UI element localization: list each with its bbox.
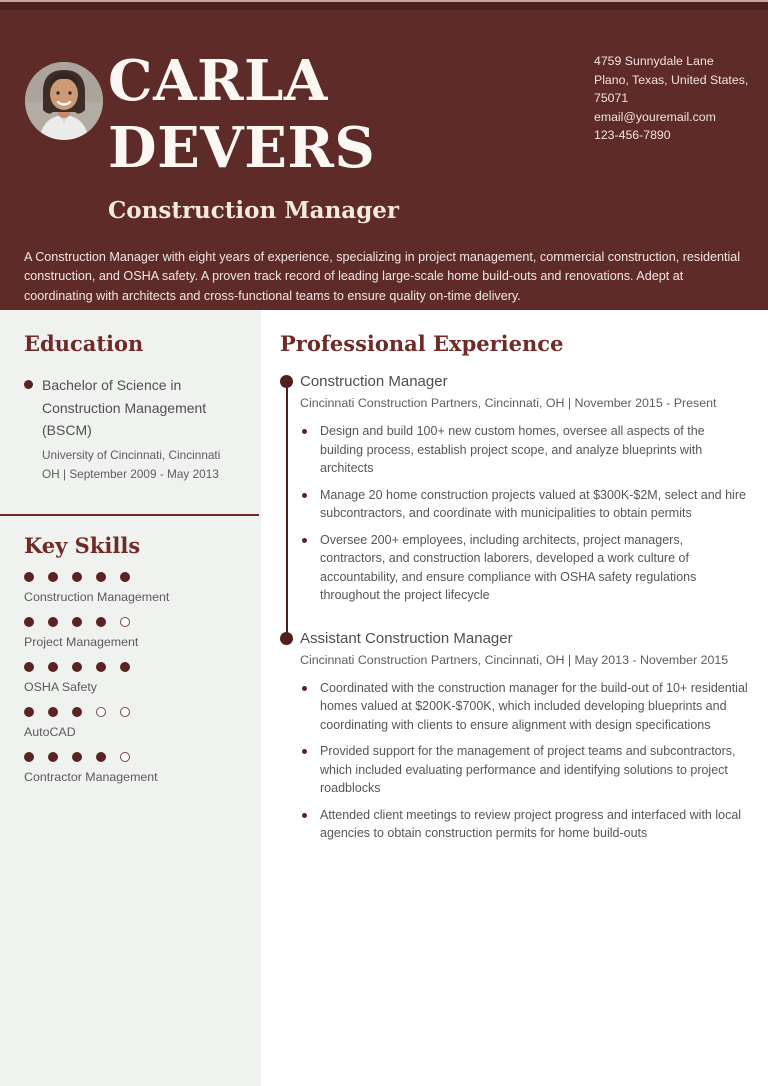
rating-dot-filled-icon: [48, 617, 58, 627]
avatar: [25, 62, 103, 140]
rating-dot-filled-icon: [96, 752, 106, 762]
rating-dot-filled-icon: [48, 752, 58, 762]
job-bullet: Design and build 100+ new custom homes, oversee all aspects of the building process, establish project scope, and analyze blueprints with architects: [300, 422, 750, 478]
job-bullet: Oversee 200+ employees, including architects, project managers, contractors, and construction laborers, developed a work culture of accountability, and ensure compliance with OSHA safety regulations throughout the project lifecycle: [300, 531, 750, 605]
job-title: Assistant Construction Manager: [300, 629, 513, 647]
avatar-portrait-illustration: [25, 62, 103, 140]
rating-dot-filled-icon: [24, 752, 34, 762]
timeline-node-icon: [280, 375, 293, 388]
contact-email: email@youremail.com: [594, 109, 716, 124]
candidate-first-name: CARLA: [108, 48, 328, 114]
candidate-last-name: DEVERS: [108, 115, 376, 181]
timeline-node-icon: [280, 632, 293, 645]
rating-dot-filled-icon: [72, 572, 82, 582]
skill-rating: [24, 707, 241, 717]
rating-dot-filled-icon: [120, 572, 130, 582]
contact-address-line1: 4759 Sunnydale Lane: [594, 54, 714, 68]
rating-dot-filled-icon: [96, 572, 106, 582]
left-sidebar: [0, 310, 261, 1086]
job-meta: Cincinnati Construction Partners, Cincinnati, OH | May 2013 - November 2015: [300, 652, 729, 667]
skill-item: [24, 707, 241, 740]
rating-dot-empty-icon: [120, 707, 130, 717]
skill-rating: [24, 662, 241, 672]
rating-dot-empty-icon: [120, 752, 130, 762]
job-title: Construction Manager: [300, 373, 448, 390]
candidate-job-title: Construction Manager: [108, 197, 400, 224]
skills-list: [24, 572, 241, 785]
job-meta: Cincinnati Construction Partners, Cincinnati, OH | November 2015 - Present: [300, 396, 717, 410]
job-bullet: Attended client meetings to review project progress and interfaced with local agencies to obtain construction permits for home build-outs: [300, 806, 750, 843]
job-entry: [280, 629, 750, 843]
skill-label: AutoCAD: [24, 724, 76, 739]
skill-rating: [24, 572, 241, 582]
skill-rating: [24, 617, 241, 627]
rating-dot-filled-icon: [120, 662, 130, 672]
rating-dot-empty-icon: [96, 707, 106, 717]
bullet-dot-icon: [24, 380, 33, 389]
rating-dot-filled-icon: [72, 707, 82, 717]
education-item: [24, 374, 241, 484]
contact-address-line3: 75071: [594, 91, 629, 106]
key-skills-heading: Key Skills: [24, 532, 141, 558]
skill-label: Project Management: [24, 634, 139, 649]
job-bullet: Coordinated with the construction manager for the build-out of 10+ residential homes valued at $200K-$700K, which included developing blueprints and coordinating with clients to ensure alignment with design specifications: [300, 679, 750, 735]
key-skills-section: [24, 532, 241, 785]
candidate-name: [108, 48, 399, 182]
contact-phone: 123-456-7890: [594, 128, 671, 143]
skill-label: Construction Management: [24, 589, 170, 604]
skill-label: OSHA Safety: [24, 679, 98, 694]
contact-address-line2: Plano, Texas, United States,: [594, 72, 749, 87]
rating-dot-filled-icon: [72, 752, 82, 762]
rating-dot-filled-icon: [72, 662, 82, 672]
education-section: [24, 330, 241, 484]
job-bullet-list: [300, 679, 750, 843]
section-divider: [0, 514, 259, 516]
skill-label: Contractor Management: [24, 769, 158, 784]
education-details: University of Cincinnati, Cincinnati OH | September 2009 - May 2013: [42, 447, 221, 481]
education-heading: Education: [24, 331, 144, 356]
experience-section: [280, 310, 750, 851]
professional-summary: A Construction Manager with eight years of experience, specializing in project management, commercial construction, residential construction, and OSHA safety. A proven track record of leading large-scale home build-outs and renovations. Adept at coordinating with architects and cross-functional teams to ensure quality on-time delivery.: [24, 250, 741, 303]
job-entry: [280, 372, 750, 605]
rating-dot-filled-icon: [48, 572, 58, 582]
skill-item: [24, 662, 241, 695]
rating-dot-empty-icon: [120, 617, 130, 627]
skill-item: [24, 752, 241, 785]
rating-dot-filled-icon: [96, 617, 106, 627]
job-bullet: Manage 20 home construction projects valued at $300K-$2M, select and hire subcontractors, and coordinate with municipalities to obtain permits: [300, 486, 750, 523]
experience-timeline: [280, 372, 750, 843]
rating-dot-filled-icon: [24, 662, 34, 672]
rating-dot-filled-icon: [48, 707, 58, 717]
job-bullet-list: [300, 422, 750, 605]
top-edge-band: [0, 2, 768, 10]
job-bullet: Provided support for the management of project teams and subcontractors, which included evaluating performance and identifying solutions to project roadblocks: [300, 742, 750, 798]
skill-rating: [24, 752, 241, 762]
rating-dot-filled-icon: [96, 662, 106, 672]
skill-item: [24, 572, 241, 605]
rating-dot-filled-icon: [24, 707, 34, 717]
education-degree: Bachelor of Science in Construction Management (BSCM): [42, 377, 207, 438]
name-block: [108, 48, 399, 226]
skill-item: [24, 617, 241, 650]
rating-dot-filled-icon: [48, 662, 58, 672]
experience-heading: Professional Experience: [280, 331, 564, 356]
rating-dot-filled-icon: [72, 617, 82, 627]
rating-dot-filled-icon: [24, 617, 34, 627]
rating-dot-filled-icon: [24, 572, 34, 582]
contact-block: [594, 52, 748, 145]
header: [0, 0, 768, 310]
